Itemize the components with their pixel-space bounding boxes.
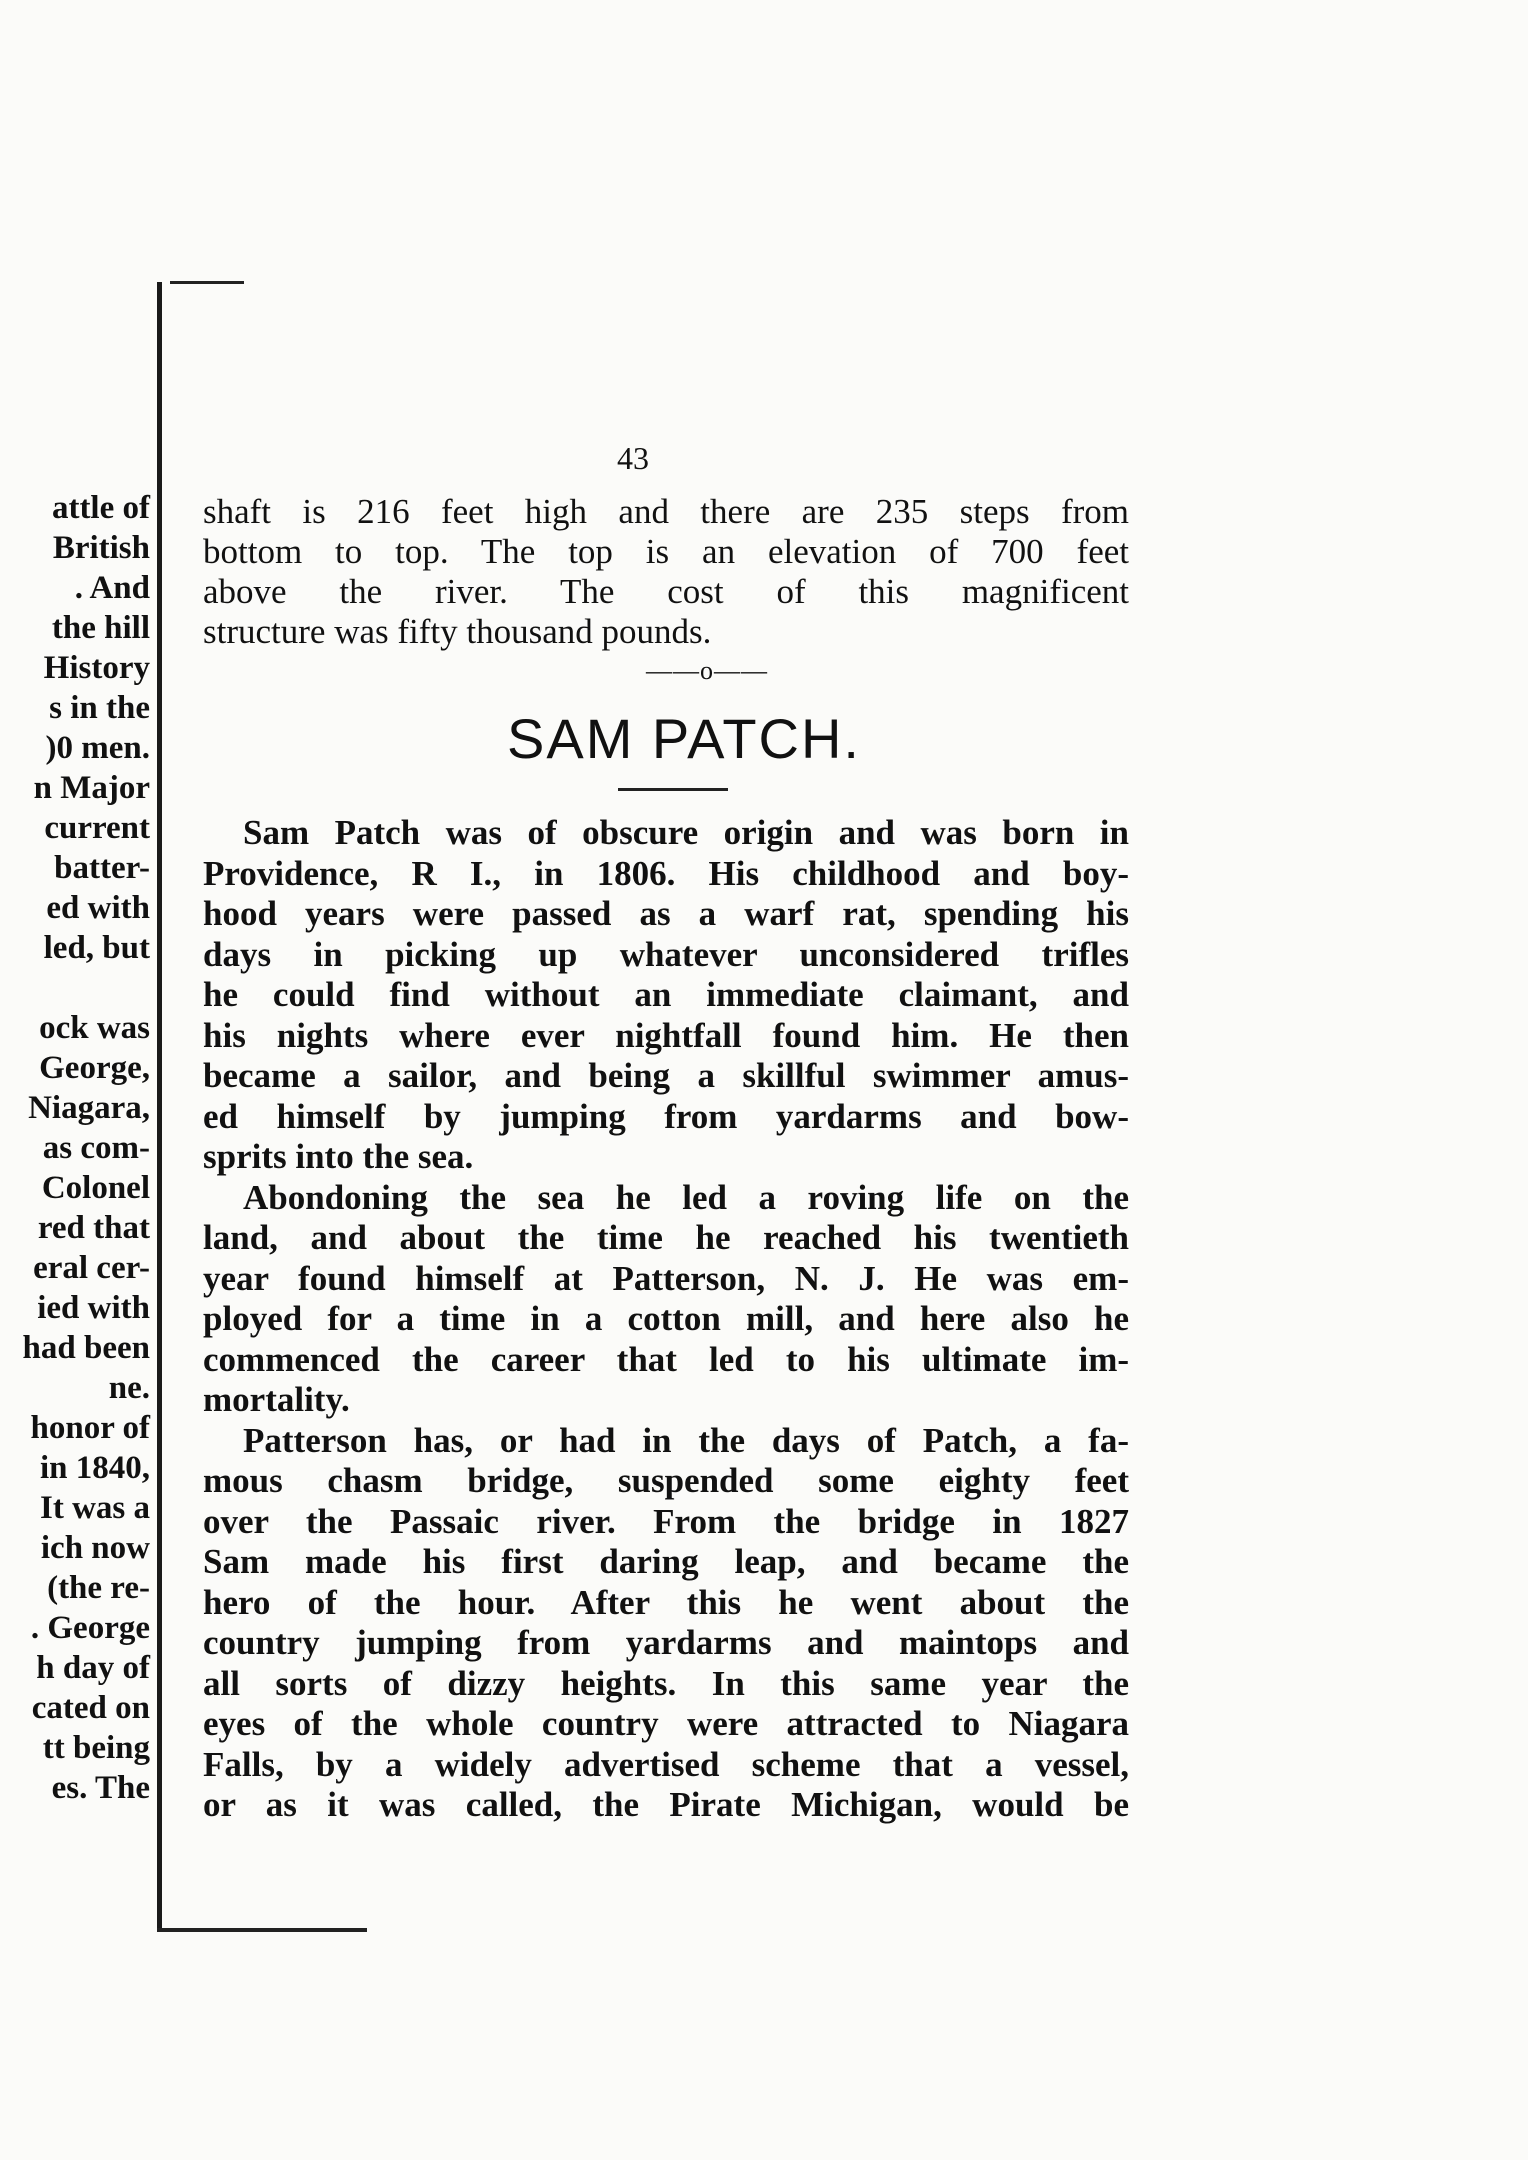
left-fragment: History bbox=[43, 650, 150, 686]
title-underline bbox=[618, 788, 728, 791]
left-fragment: red that bbox=[37, 1210, 150, 1246]
text-line: Falls, by a widely advertised scheme that a vessel, bbox=[203, 1744, 1129, 1784]
left-fragment: led, but bbox=[43, 930, 150, 966]
left-fragment: the hill bbox=[51, 610, 150, 646]
left-fragment: George, bbox=[39, 1050, 150, 1086]
text-line: days in picking up whatever unconsidered trifles bbox=[203, 934, 1129, 974]
left-fragment: . And bbox=[74, 570, 150, 606]
text-line: mous chasm bridge, suspended some eighty feet bbox=[203, 1461, 1129, 1500]
column-divider-rule bbox=[157, 282, 162, 1932]
text-line: hood years were passed as a warf rat, spending his bbox=[203, 894, 1129, 933]
bottom-rule-mark bbox=[157, 1928, 367, 1932]
left-fragment: British bbox=[52, 530, 150, 566]
left-fragment: Colonel bbox=[41, 1170, 150, 1206]
left-fragment: Niagara, bbox=[28, 1090, 150, 1126]
left-fragment: batter- bbox=[54, 850, 150, 886]
text-line: became a sailor, and being a skillful swimmer amus- bbox=[203, 1056, 1129, 1095]
left-fragment: honor of bbox=[30, 1410, 150, 1446]
top-rule-mark bbox=[170, 281, 244, 284]
left-fragment: ied with bbox=[37, 1290, 150, 1326]
left-fragment: attle of bbox=[51, 490, 150, 526]
text-line: his nights where ever nightfall found him. He then bbox=[203, 1015, 1129, 1055]
left-fragment: as com- bbox=[42, 1130, 150, 1166]
left-fragment: (the re- bbox=[47, 1570, 150, 1606]
text-line: Sam Patch was of obscure origin and was born in bbox=[243, 813, 1129, 852]
text-line: land, and about the time he reached his twentieth bbox=[203, 1218, 1129, 1257]
left-fragment: ich now bbox=[40, 1530, 150, 1566]
text-line: mortality. bbox=[203, 1380, 350, 1419]
left-fragment: ed with bbox=[46, 890, 150, 926]
paragraph-1 bbox=[203, 813, 1141, 1178]
opening-paragraph bbox=[203, 492, 1141, 652]
text-line: all sorts of dizzy heights. In this same year the bbox=[203, 1663, 1129, 1703]
text-line: commenced the career that led to his ultimate im- bbox=[203, 1339, 1129, 1379]
text-line: hero of the hour. After this he went about the bbox=[203, 1582, 1129, 1622]
left-fragment: es. The bbox=[51, 1770, 150, 1806]
left-fragment: cated on bbox=[31, 1690, 150, 1726]
text-line: Providence, R I., in 1806. His childhood and boy- bbox=[203, 853, 1129, 893]
text-line: ed himself by jumping from yardarms and bow- bbox=[203, 1096, 1129, 1136]
text-line: Abondoning the sea he led a roving life on the bbox=[243, 1177, 1129, 1217]
text-line: Patterson has, or had in the days of Patch, a fa- bbox=[243, 1420, 1129, 1460]
text-line: bottom to top. The top is an elevation of 700 feet bbox=[203, 532, 1129, 571]
page-number: 43 bbox=[617, 440, 649, 476]
left-fragment: h day of bbox=[36, 1650, 150, 1686]
left-fragment: eral cer- bbox=[33, 1250, 150, 1286]
left-fragment: ock was bbox=[39, 1010, 150, 1046]
paragraph-2 bbox=[203, 1178, 1141, 1421]
left-fragment: n Major bbox=[33, 770, 150, 806]
left-fragment: in 1840, bbox=[39, 1450, 150, 1486]
main-text-column bbox=[203, 440, 1141, 1826]
text-line: or as it was called, the Pirate Michigan, would be bbox=[203, 1785, 1129, 1824]
text-line: over the Passaic river. From the bridge in 1827 bbox=[203, 1501, 1129, 1541]
text-line: above the river. The cost of this magnificent bbox=[203, 572, 1129, 611]
text-line: eyes of the whole country were attracted to Niagara bbox=[203, 1704, 1129, 1743]
paragraph-3 bbox=[203, 1421, 1141, 1826]
left-fragment: It was a bbox=[39, 1490, 150, 1526]
text-line: country jumping from yardarms and maintops and bbox=[203, 1623, 1129, 1662]
left-fragment: )0 men. bbox=[45, 730, 150, 766]
section-separator: ——o—— bbox=[646, 656, 768, 685]
text-line: shaft is 216 feet high and there are 235 steps from bbox=[203, 492, 1129, 531]
text-line: year found himself at Patterson, N. J. He was em- bbox=[203, 1258, 1129, 1298]
text-line: ployed for a time in a cotton mill, and here also he bbox=[203, 1299, 1129, 1338]
text-line: sprits into the sea. bbox=[203, 1137, 474, 1176]
section-title: SAM PATCH. bbox=[507, 707, 861, 770]
text-line: structure was fifty thousand pounds. bbox=[203, 612, 712, 651]
text-line: he could find without an immediate claimant, and bbox=[203, 975, 1129, 1014]
left-fragment: s in the bbox=[49, 690, 150, 726]
left-fragment: current bbox=[44, 810, 150, 846]
left-fragment: ne. bbox=[108, 1370, 150, 1406]
adjacent-page-column bbox=[0, 488, 152, 1818]
text-line: Sam made his first daring leap, and became the bbox=[203, 1542, 1129, 1581]
left-fragment: tt being bbox=[42, 1730, 150, 1766]
left-fragment: . George bbox=[30, 1610, 150, 1646]
left-fragment: had been bbox=[22, 1330, 150, 1366]
